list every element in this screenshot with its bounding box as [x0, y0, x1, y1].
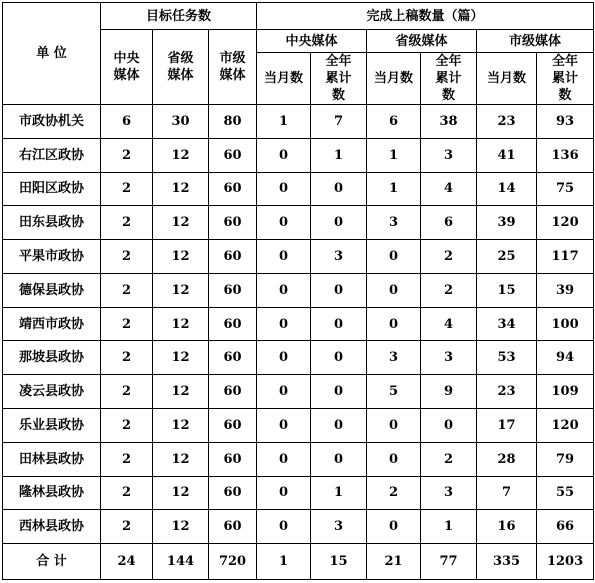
city-year-cell: 109 [537, 375, 594, 409]
city-month-cell: 39 [477, 206, 537, 240]
total-target-central-cell: 24 [101, 544, 153, 580]
central-year-cell: 7 [311, 105, 367, 139]
unit-cell: 田东县政协 [3, 206, 101, 240]
provincial-month-cell: 2 [367, 476, 421, 510]
provincial-year-cell: 3 [421, 138, 477, 172]
unit-cell: 乐业县政协 [3, 409, 101, 443]
city-month-cell: 53 [477, 341, 537, 375]
city-month-cell: 28 [477, 442, 537, 476]
central-month-cell: 0 [257, 307, 311, 341]
table-row [3, 307, 594, 341]
target-central-cell: 2 [101, 273, 153, 307]
central-year-header: 全年累计数 [311, 53, 367, 105]
total-city-year-cell: 1203 [537, 544, 594, 580]
city-year-header: 全年累计数 [537, 53, 594, 105]
central-year-cell: 0 [311, 442, 367, 476]
unit-cell: 凌云县政协 [3, 375, 101, 409]
central-year-cell: 0 [311, 409, 367, 443]
central-month-cell: 0 [257, 273, 311, 307]
target-city-cell: 60 [209, 341, 257, 375]
provincial-month-cell: 1 [367, 138, 421, 172]
table-body [3, 105, 594, 580]
central-month-cell: 0 [257, 240, 311, 274]
central-month-header: 当月数 [257, 53, 311, 105]
total-target-city-cell: 720 [209, 544, 257, 580]
central-year-cell: 0 [311, 206, 367, 240]
provincial-year-cell: 2 [421, 442, 477, 476]
city-month-cell: 17 [477, 409, 537, 443]
media-group-provincial: 省级媒体 [367, 30, 477, 53]
table-row [3, 476, 594, 510]
city-month-cell: 23 [477, 105, 537, 139]
table-row [3, 240, 594, 274]
central-month-cell: 0 [257, 206, 311, 240]
table-row [3, 409, 594, 443]
target-central-cell: 2 [101, 476, 153, 510]
central-month-cell: 0 [257, 442, 311, 476]
target-city-cell: 60 [209, 409, 257, 443]
table-row [3, 442, 594, 476]
report-table [2, 2, 594, 580]
target-central-header: 中央媒体 [101, 30, 153, 105]
central-year-cell: 1 [311, 138, 367, 172]
provincial-month-cell: 3 [367, 206, 421, 240]
city-year-cell: 100 [537, 307, 594, 341]
target-central-cell: 2 [101, 206, 153, 240]
target-provincial-cell: 12 [153, 409, 209, 443]
city-year-cell: 94 [537, 341, 594, 375]
target-central-cell: 2 [101, 510, 153, 544]
provincial-year-cell: 6 [421, 206, 477, 240]
target-central-cell: 2 [101, 341, 153, 375]
unit-cell: 田林县政协 [3, 442, 101, 476]
target-provincial-header: 省级媒体 [153, 30, 209, 105]
media-group-central: 中央媒体 [257, 30, 367, 53]
central-month-cell: 0 [257, 375, 311, 409]
target-city-header: 市级媒体 [209, 30, 257, 105]
target-central-cell: 2 [101, 138, 153, 172]
provincial-month-cell: 6 [367, 105, 421, 139]
provincial-year-cell: 38 [421, 105, 477, 139]
target-city-cell: 60 [209, 206, 257, 240]
city-month-cell: 7 [477, 476, 537, 510]
target-provincial-cell: 12 [153, 240, 209, 274]
target-provincial-cell: 12 [153, 206, 209, 240]
central-month-cell: 0 [257, 510, 311, 544]
city-year-cell: 136 [537, 138, 594, 172]
table-row [3, 138, 594, 172]
target-central-cell: 2 [101, 442, 153, 476]
provincial-month-cell: 0 [367, 273, 421, 307]
done-group-header: 完成上稿数量（篇） [257, 3, 594, 30]
target-city-cell: 60 [209, 375, 257, 409]
central-month-cell: 1 [257, 105, 311, 139]
total-provincial-year-cell: 77 [421, 544, 477, 580]
target-central-cell: 2 [101, 375, 153, 409]
city-month-cell: 15 [477, 273, 537, 307]
city-year-cell: 117 [537, 240, 594, 274]
target-provincial-cell: 12 [153, 307, 209, 341]
city-year-cell: 120 [537, 409, 594, 443]
provincial-year-header: 全年累计数 [421, 53, 477, 105]
table-row [3, 105, 594, 139]
table-row [3, 273, 594, 307]
provincial-month-cell: 5 [367, 375, 421, 409]
central-year-cell: 1 [311, 476, 367, 510]
central-month-cell: 0 [257, 172, 311, 206]
central-year-cell: 3 [311, 510, 367, 544]
unit-cell: 市政协机关 [3, 105, 101, 139]
unit-cell: 隆林县政协 [3, 476, 101, 510]
central-month-cell: 0 [257, 341, 311, 375]
target-city-cell: 60 [209, 172, 257, 206]
city-month-header: 当月数 [477, 53, 537, 105]
total-central-year-cell: 15 [311, 544, 367, 580]
unit-cell: 那坡县政协 [3, 341, 101, 375]
provincial-month-cell: 0 [367, 240, 421, 274]
provincial-month-cell: 0 [367, 307, 421, 341]
provincial-month-cell: 0 [367, 409, 421, 443]
target-city-cell: 60 [209, 273, 257, 307]
provincial-year-cell: 2 [421, 240, 477, 274]
provincial-year-cell: 9 [421, 375, 477, 409]
table-row [3, 206, 594, 240]
central-year-cell: 0 [311, 375, 367, 409]
provincial-year-cell: 2 [421, 273, 477, 307]
provincial-month-cell: 0 [367, 510, 421, 544]
target-provincial-cell: 12 [153, 138, 209, 172]
target-central-cell: 2 [101, 307, 153, 341]
target-provincial-cell: 12 [153, 510, 209, 544]
provincial-month-cell: 3 [367, 341, 421, 375]
provincial-month-cell: 0 [367, 442, 421, 476]
media-group-city: 市级媒体 [477, 30, 594, 53]
total-city-month-cell: 335 [477, 544, 537, 580]
target-provincial-cell: 12 [153, 476, 209, 510]
target-provincial-cell: 12 [153, 273, 209, 307]
city-year-cell: 75 [537, 172, 594, 206]
table-row [3, 375, 594, 409]
provincial-year-cell: 1 [421, 510, 477, 544]
target-city-cell: 60 [209, 138, 257, 172]
city-month-cell: 34 [477, 307, 537, 341]
city-month-cell: 14 [477, 172, 537, 206]
city-year-cell: 93 [537, 105, 594, 139]
unit-header: 单 位 [3, 3, 101, 105]
central-year-cell: 0 [311, 341, 367, 375]
unit-cell: 右江区政协 [3, 138, 101, 172]
unit-cell: 田阳区政协 [3, 172, 101, 206]
city-year-cell: 55 [537, 476, 594, 510]
target-central-cell: 2 [101, 172, 153, 206]
table-row [3, 172, 594, 206]
target-provincial-cell: 12 [153, 172, 209, 206]
unit-cell: 西林县政协 [3, 510, 101, 544]
target-provincial-cell: 12 [153, 375, 209, 409]
target-city-cell: 60 [209, 510, 257, 544]
city-month-cell: 25 [477, 240, 537, 274]
target-provincial-cell: 12 [153, 341, 209, 375]
central-month-cell: 0 [257, 476, 311, 510]
total-provincial-month-cell: 21 [367, 544, 421, 580]
provincial-month-cell: 1 [367, 172, 421, 206]
total-target-provincial-cell: 144 [153, 544, 209, 580]
target-central-cell: 6 [101, 105, 153, 139]
central-year-cell: 3 [311, 240, 367, 274]
total-label: 合 计 [3, 544, 101, 580]
city-year-cell: 39 [537, 273, 594, 307]
central-year-cell: 0 [311, 307, 367, 341]
target-group-header: 目标任务数 [101, 3, 257, 30]
city-year-cell: 79 [537, 442, 594, 476]
target-city-cell: 60 [209, 476, 257, 510]
city-month-cell: 41 [477, 138, 537, 172]
provincial-year-cell: 4 [421, 172, 477, 206]
central-month-cell: 0 [257, 138, 311, 172]
target-central-cell: 2 [101, 240, 153, 274]
city-month-cell: 23 [477, 375, 537, 409]
target-city-cell: 60 [209, 240, 257, 274]
city-month-cell: 16 [477, 510, 537, 544]
table-row [3, 341, 594, 375]
central-month-cell: 0 [257, 409, 311, 443]
provincial-year-cell: 3 [421, 476, 477, 510]
target-city-cell: 60 [209, 442, 257, 476]
unit-cell: 平果市政协 [3, 240, 101, 274]
provincial-year-cell: 3 [421, 341, 477, 375]
total-central-month-cell: 1 [257, 544, 311, 580]
central-year-cell: 0 [311, 273, 367, 307]
city-year-cell: 66 [537, 510, 594, 544]
total-row [3, 544, 594, 580]
unit-cell: 德保县政协 [3, 273, 101, 307]
provincial-year-cell: 4 [421, 307, 477, 341]
table-row [3, 510, 594, 544]
provincial-month-header: 当月数 [367, 53, 421, 105]
unit-cell: 靖西市政协 [3, 307, 101, 341]
target-city-cell: 60 [209, 307, 257, 341]
target-central-cell: 2 [101, 409, 153, 443]
central-year-cell: 0 [311, 172, 367, 206]
target-provincial-cell: 12 [153, 442, 209, 476]
city-year-cell: 120 [537, 206, 594, 240]
target-city-cell: 80 [209, 105, 257, 139]
target-provincial-cell: 30 [153, 105, 209, 139]
provincial-year-cell: 0 [421, 409, 477, 443]
